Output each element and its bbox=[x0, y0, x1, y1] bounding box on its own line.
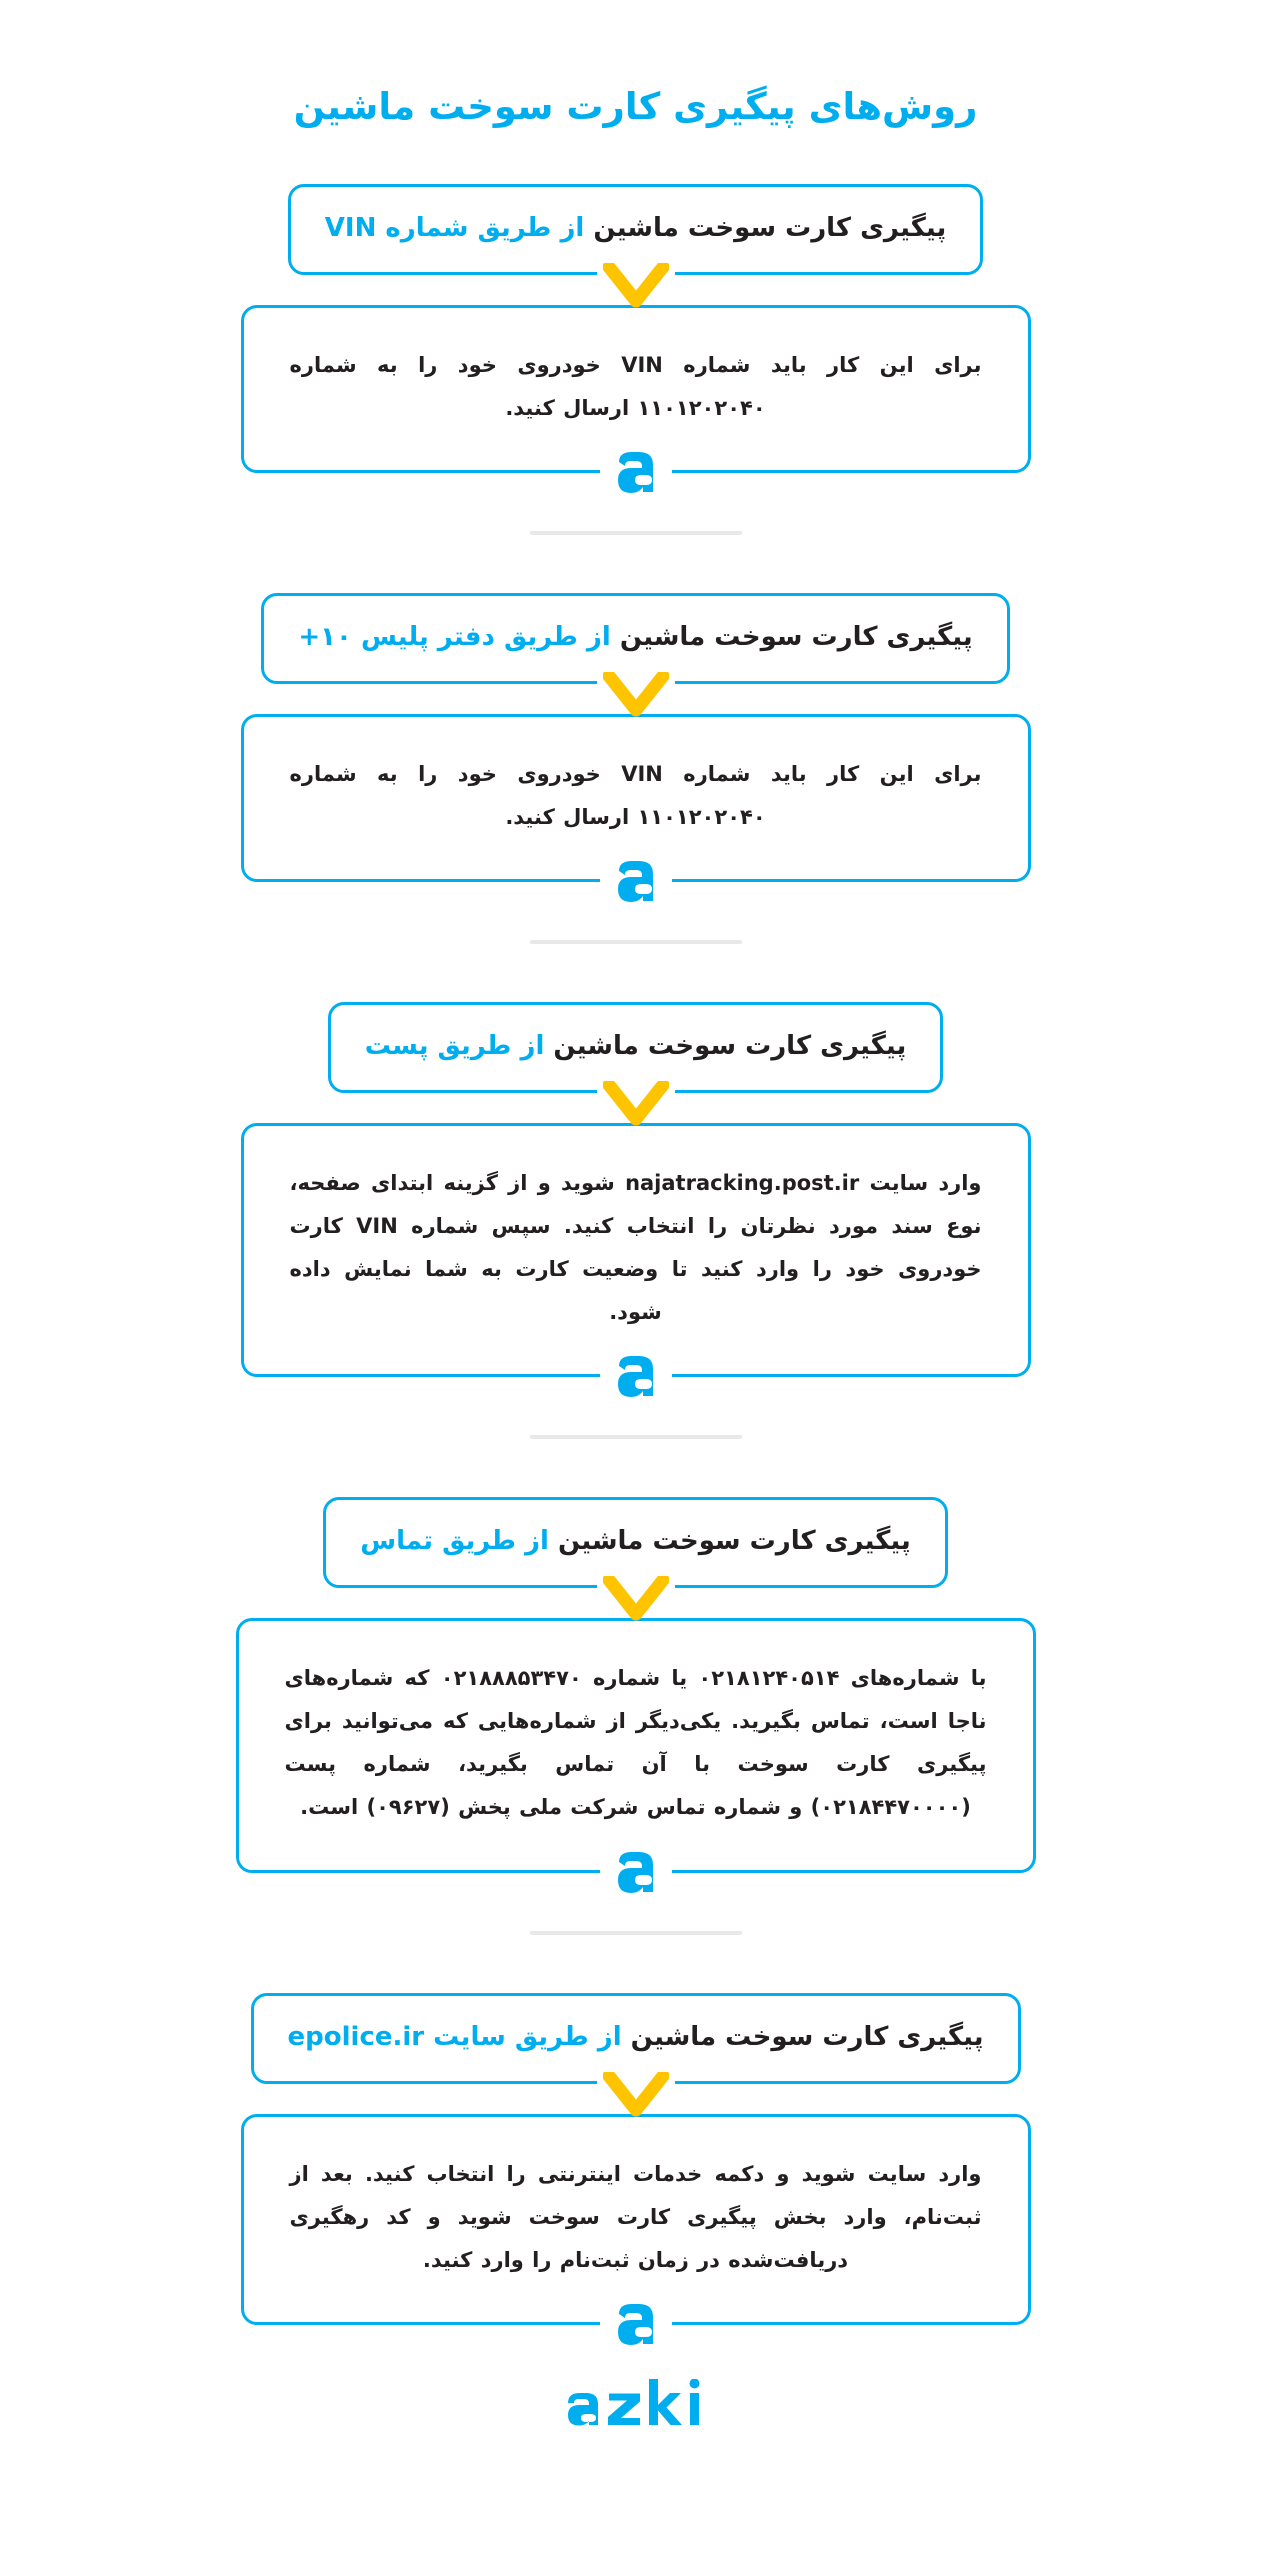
method-header-card bbox=[288, 184, 983, 275]
method-header-card bbox=[323, 1497, 948, 1588]
method-body-card bbox=[236, 1618, 1036, 1872]
method-header-prefix: پیگیری کارت سوخت ماشین bbox=[621, 2021, 984, 2052]
azki-a-mark-icon bbox=[614, 853, 658, 905]
method-header-highlight: از طریق تماس bbox=[360, 1526, 549, 1557]
section-divider bbox=[530, 1435, 742, 1439]
method-header-card bbox=[328, 1002, 943, 1093]
method-body-card bbox=[241, 2114, 1031, 2325]
method-body-card bbox=[241, 305, 1031, 473]
method-header-highlight: از طریق دفتر پلیس ۱۰+ bbox=[298, 622, 611, 653]
page-title-container bbox=[0, 0, 1271, 184]
method-section-epolice-site bbox=[0, 1993, 1271, 2325]
section-divider bbox=[530, 531, 742, 535]
method-header-card bbox=[261, 593, 1009, 684]
azki-a-mark-icon bbox=[614, 1348, 658, 1400]
header-border-notch bbox=[597, 1085, 675, 1094]
method-body-text: برای این کار باید شماره VIN خودروی خود را به شماره ۱۱۰۱۲۰۲۰۴۰ ارسال کنید. bbox=[289, 352, 982, 420]
method-header-card bbox=[251, 1993, 1021, 2084]
method-body-text: با شماره‌های ۰۲۱۸۱۲۴۰۵۱۴ یا شماره ۰۲۱۸۸۸۵۳۴۷۰ که شماره‌های ناجا است، تماس بگیرید. یکی‌دیگر از شماره‌هایی که می‌توانید برای پیگیری کارت سوخت با آن تماس بگیرید، شماره پست (۰۲۱۸۴۴۷۰۰۰۰) و شماره تماس شرکت ملی پخش (۰۹۶۲۷) است. bbox=[284, 1666, 987, 1820]
header-border-notch bbox=[597, 2076, 675, 2085]
header-border-notch bbox=[597, 676, 675, 685]
method-header-prefix: پیگیری کارت سوخت ماشین bbox=[584, 212, 947, 243]
method-section-vin bbox=[0, 184, 1271, 473]
azki-a-mark-icon bbox=[614, 444, 658, 496]
section-divider bbox=[530, 1931, 742, 1935]
method-body-text: وارد سایت najatracking.post.ir شوید و از گزینه ابتدای صفحه، نوع سند مورد نظرتان را انتخاب کنید. سپس شماره VIN کارت خودروی خود را وارد کنید تا وضعیت کارت به شما نمایش داده شود. bbox=[289, 1171, 982, 1325]
footer bbox=[0, 2325, 1271, 2511]
method-header-prefix: پیگیری کارت سوخت ماشین bbox=[548, 1526, 911, 1557]
method-body-card bbox=[241, 1123, 1031, 1377]
header-border-notch bbox=[597, 267, 675, 276]
page-title: روش‌های پیگیری کارت سوخت ماشین bbox=[293, 85, 978, 128]
method-body-text: وارد سایت شوید و دکمه خدمات اینترنتی را انتخاب کنید. بعد از ثبت‌نام، وارد بخش پیگیری کارت سوخت شوید و کد رهگیری دریافت‌شده در زمان ثبت‌نام را وارد کنید. bbox=[289, 2161, 982, 2272]
method-header-text bbox=[288, 2018, 984, 2057]
method-header-highlight: از طریق شماره VIN bbox=[324, 212, 585, 243]
azki-a-mark-icon bbox=[614, 2296, 658, 2348]
method-header-text bbox=[298, 618, 972, 657]
method-header-highlight: از طریق پست bbox=[364, 1031, 545, 1062]
method-body-text: برای این کار باید شماره VIN خودروی خود را به شماره ۱۱۰۱۲۰۲۰۴۰ ارسال کنید. bbox=[289, 762, 982, 830]
sections-root bbox=[0, 184, 1271, 2325]
method-header-prefix: پیگیری کارت سوخت ماشین bbox=[610, 622, 973, 653]
azki-a-mark-icon bbox=[614, 1844, 658, 1896]
method-section-police-10-plus bbox=[0, 593, 1271, 882]
method-header-text bbox=[325, 209, 946, 248]
section-divider bbox=[530, 940, 742, 944]
method-header-text bbox=[360, 1522, 911, 1561]
method-section-phone-call bbox=[0, 1497, 1271, 1872]
method-section-post bbox=[0, 1002, 1271, 1377]
method-body-card bbox=[241, 714, 1031, 882]
method-header-highlight: از طریق سایت epolice.ir bbox=[287, 2021, 622, 2052]
method-header-prefix: پیگیری کارت سوخت ماشین bbox=[544, 1031, 907, 1062]
azki-logo bbox=[561, 2379, 711, 2437]
method-header-text bbox=[365, 1027, 906, 1066]
header-border-notch bbox=[597, 1580, 675, 1589]
